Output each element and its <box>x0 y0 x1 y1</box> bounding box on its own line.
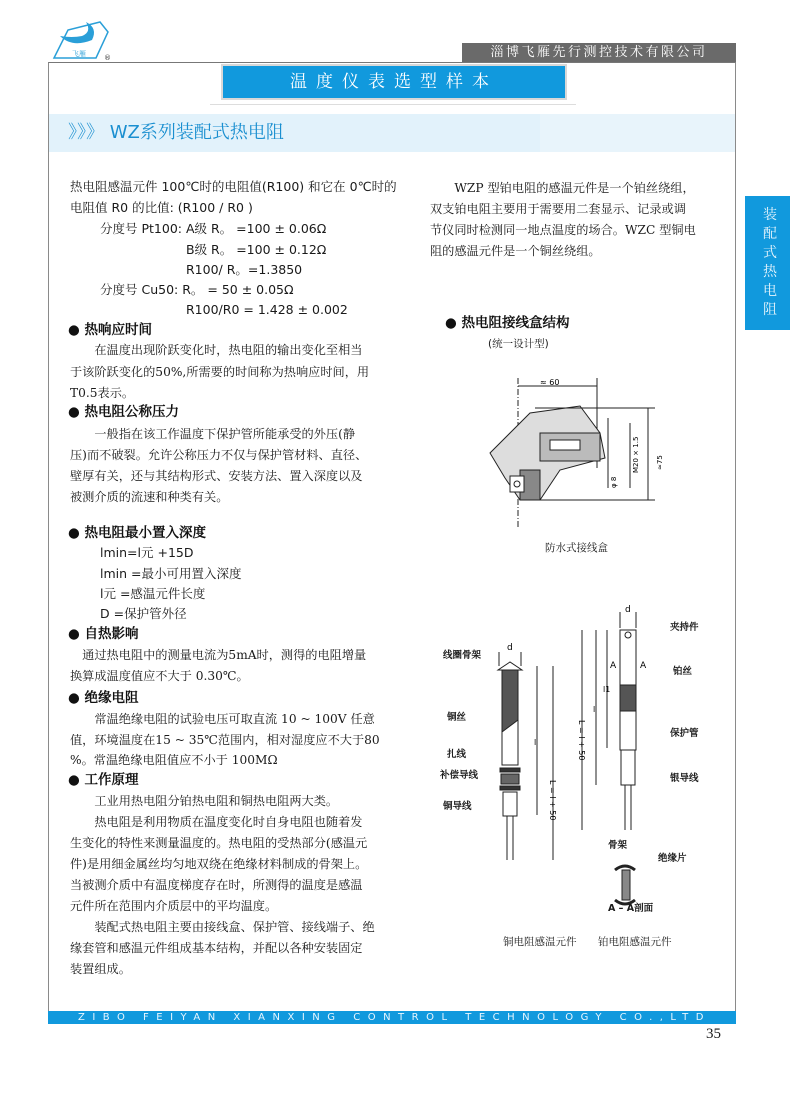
dim-l-pt: l <box>593 705 596 714</box>
catalog-title: 温度仪表选型样本 <box>221 64 567 100</box>
cu50-line: 分度号 Cu50: R。 = 50 ± 0.05Ω <box>100 282 294 297</box>
paragraph-line: 元件所在范围内介质层中的平均温度。 <box>70 899 278 913</box>
box-heading: ● 热电阻接线盒结构 <box>445 315 570 331</box>
paragraph-line: 节仪同时检测同一地点温度的场合。WZC 型铜电 <box>430 223 696 237</box>
paragraph-line: 换算成温度值应不大于 0.30℃。 <box>70 669 249 683</box>
dim-d-cu: d <box>507 643 513 653</box>
paragraph-line: 于该阶跃变化的50%,所需要的时间称为热响应时间，用 <box>70 365 370 379</box>
pt100-line: 分度号 Pt100: A级 R。 =100 ± 0.06Ω <box>100 221 327 236</box>
paragraph-line: 装配式热电阻主要由接线盒、保护管、接线端子、绝 <box>70 920 375 934</box>
paragraph-line: 阻的感温元件是一个铜丝绕组。 <box>430 244 601 258</box>
label-copper-lead: 铜导线 <box>443 801 472 812</box>
label-coil-frame: 线圈骨架 <box>443 650 482 661</box>
pt100-line: R100∕ R。=1.3850 <box>186 262 303 277</box>
paragraph-line: 双支铂电阻主要用于需要用二套显示、记录或调 <box>430 202 686 216</box>
caption-platinum-element: 铂电阻感温元件 <box>598 936 672 948</box>
chevrons-icon: 》》》 <box>68 122 104 143</box>
dim-thread: M20 × 1.5 <box>632 436 640 473</box>
junction-box-diagram <box>480 378 670 528</box>
svg-text:®: ® <box>104 54 111 62</box>
label-section-aa: A – A剖面 <box>608 903 654 914</box>
section-title-text: WZ系列装配式热电阻 <box>109 122 284 143</box>
caption-copper-element: 铜电阻感温元件 <box>503 936 577 948</box>
paragraph-line: 压)而不破裂。允许公称压力不仅与保护管材料、直径、 <box>70 448 368 462</box>
section-heading: ● 绝缘电阻 <box>68 690 139 706</box>
paragraph-line: 常温绝缘电阻的试验电压可取直流 10 ~ 100V 任意 <box>70 712 375 726</box>
section-heading: ● 工作原理 <box>68 772 139 788</box>
bullet-icon: ● <box>68 772 85 788</box>
company-name-bar: 淄博飞雁先行测控技术有限公司 <box>462 43 736 63</box>
paragraph-line: 工业用热电阻分铂热电阻和铜热电阻两大类。 <box>70 794 339 808</box>
paragraph-line: T0.5表示。 <box>70 386 135 400</box>
intro-line: 电阻值 R0 的比值: (R100 ∕ R0 ) <box>70 200 253 215</box>
paragraph-line: 当被测介质中有温度梯度存在时，所测得的温度是感温 <box>70 878 363 892</box>
paragraph-line: 件)是用细金属丝均匀地双绕在绝缘材料制成的骨架上。 <box>70 857 368 871</box>
label-silver-lead: 银导线 <box>670 773 699 784</box>
bullet-icon: ● <box>68 690 85 706</box>
page-number: 35 <box>706 1026 721 1042</box>
paragraph-line: 热电阻是利用物质在温度变化时自身电阻也随着发 <box>70 815 363 829</box>
dim-width: ≈ 60 <box>540 378 560 387</box>
section-mark-a: A <box>640 661 647 671</box>
bullet-icon: ● <box>445 315 462 331</box>
bullet-icon: ● <box>68 404 85 420</box>
pt100-line: B级 R。 =100 ± 0.12Ω <box>186 242 327 257</box>
dim-l1: l1 <box>603 685 611 694</box>
paragraph-line: 在温度出现阶跃变化时，热电阻的输出变化至相当 <box>70 343 363 357</box>
paragraph-line: 通过热电阻中的测量电流为5mA时，测得的电阻增量 <box>70 648 367 662</box>
section-heading: ● 自热影响 <box>68 626 139 642</box>
paragraph-line: 被测介质的流速和种类有关。 <box>70 490 229 504</box>
dim-l-cu: l <box>534 738 537 747</box>
paragraph-line: 缘套管和感温元件组成基本结构，并配以各种安装固定 <box>70 941 363 955</box>
section-title <box>68 121 284 145</box>
paragraph-line: 一般指在该工作温度下保护管所能承受的外压(静 <box>70 427 356 441</box>
section-heading: ● 热响应时间 <box>68 322 152 338</box>
label-insulator: 绝缘片 <box>658 853 687 864</box>
paragraph-line: l元 =感温元件长度 <box>100 586 206 601</box>
paragraph-line: 值，环境温度在15 ~ 35℃范围内，相对湿度应不大于80 <box>70 733 380 747</box>
box-subtitle: (统一设计型) <box>488 338 549 350</box>
label-protection-tube: 保护管 <box>670 728 699 739</box>
intro-line: 热电阻感温元件 100℃时的电阻值(R100) 和它在 0℃时的 <box>70 179 397 194</box>
paragraph-line: lmin=l元 +15D <box>100 545 194 560</box>
dim-d-pt: d <box>625 605 631 615</box>
paragraph-line: 生变化的特性来测量温度的。热电阻的受热部分(感温元 <box>70 836 368 850</box>
box-caption: 防水式接线盒 <box>545 542 608 554</box>
bullet-icon: ● <box>68 525 85 541</box>
dim-l-total-pt: L = l + 50 <box>577 720 586 761</box>
section-band-right <box>540 114 735 152</box>
section-mark-a: A <box>610 661 617 671</box>
section-heading: ● 热电阻公称压力 <box>68 404 179 420</box>
label-compensation-lead: 补偿导线 <box>440 770 479 781</box>
paragraph-line: 壁厚有关，还与其结构形式、安装方法、置入深度以及 <box>70 469 363 483</box>
cu50-line: R100∕R0 = 1.428 ± 0.002 <box>186 302 348 317</box>
paragraph-line: lmin =最小可用置入深度 <box>100 566 242 581</box>
label-platinum-wire: 铂丝 <box>673 666 693 677</box>
divider <box>210 104 576 105</box>
logo-text: 飞雁 <box>72 50 86 58</box>
section-heading: ● 热电阻最小置入深度 <box>68 525 206 541</box>
bullet-icon: ● <box>68 322 85 338</box>
paragraph-line: 装置组成。 <box>70 962 131 976</box>
label-copper-wire: 铜丝 <box>447 712 467 723</box>
footer-bar: ZIBO FEIYAN XIANXING CONTROL TECHNOLOGY CO.,LTD <box>48 1011 736 1024</box>
bullet-icon: ● <box>68 626 85 642</box>
company-logo <box>52 18 112 62</box>
side-tab[interactable] <box>745 196 790 330</box>
side-tab-label: 装配式热电阻 <box>763 207 777 318</box>
dim-dia: φ 8 <box>610 476 618 488</box>
label-frame: 骨架 <box>608 840 628 851</box>
dim-height: ≈75 <box>656 455 664 470</box>
dim-l-total-cu: L = l + 50 <box>548 780 557 821</box>
label-binding: 扎线 <box>447 749 467 760</box>
paragraph-line: D =保护管外径 <box>100 606 187 621</box>
paragraph-line: WZP 型铂电阻的感温元件是一个铂丝绕组， <box>430 181 695 195</box>
paragraph-line: %。常温绝缘电阻值应不小于 100MΩ <box>70 753 278 767</box>
label-clamp: 夹持件 <box>670 622 699 633</box>
